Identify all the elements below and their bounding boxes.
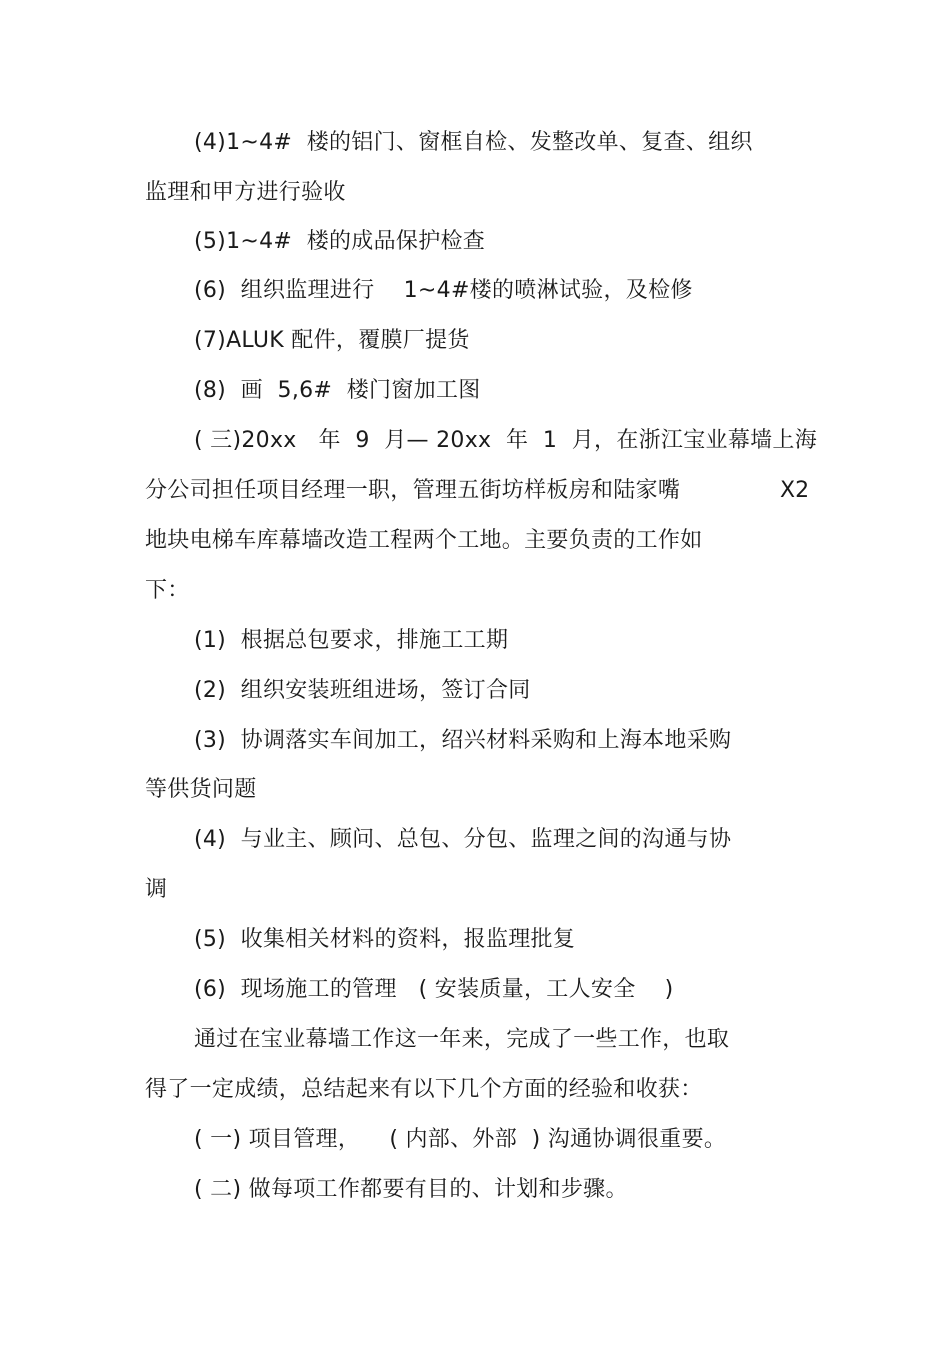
text-line-9: 地块电梯车库幕墙改造工程两个工地。主要负责的工作如 — [145, 528, 703, 553]
text-line-12: (2) 组织安装班组进场，签订合同 — [194, 678, 531, 703]
text-line-3: (5)1~4# 楼的成品保护检查 — [194, 229, 486, 254]
text-line-10: 下： — [145, 578, 190, 603]
text-line-7: ( 三)20xx 年 9 月— 20xx 年 1 月，在浙江宝业幕墙上海 — [194, 428, 818, 453]
text-line-11: (1) 根据总包要求，排施工工期 — [194, 628, 509, 653]
text-line-13: (3) 协调落实车间加工，绍兴材料采购和上海本地采购 — [194, 728, 732, 753]
text-line-19: 通过在宝业幕墙工作这一年来，完成了一些工作，也取 — [194, 1027, 730, 1052]
text-line-21: ( 一) 项目管理， ( 内部、外部 ) 沟通协调很重要。 — [194, 1127, 727, 1152]
text-line-2: 监理和甲方进行验收 — [145, 180, 346, 205]
text-line-20: 得了一定成绩，总结起来有以下几个方面的经验和收获： — [145, 1077, 703, 1102]
side-note: X2 — [780, 478, 810, 503]
text-line-4: (6) 组织监理进行 1~4#楼的喷淋试验，及检修 — [194, 278, 693, 303]
text-line-1: (4)1~4# 楼的铝门、窗框自检、发整改单、复查、组织 — [194, 130, 753, 155]
text-line-8: 分公司担任项目经理一职，管理五街坊样板房和陆家嘴 — [145, 478, 681, 503]
text-line-5: (7)ALUK 配件，覆膜厂提货 — [194, 328, 470, 353]
text-line-16: 调 — [145, 877, 168, 902]
text-line-17: (5) 收集相关材料的资料，报监理批复 — [194, 927, 576, 952]
text-line-6: (8) 画 5,6# 楼门窗加工图 — [194, 378, 481, 403]
text-line-18: (6) 现场施工的管理 ( 安装质量，工人安全 ) — [194, 977, 674, 1002]
text-line-22: ( 二) 做每项工作都要有目的、计划和步骤。 — [194, 1177, 628, 1202]
text-line-14: 等供货问题 — [145, 777, 257, 802]
text-line-15: (4) 与业主、顾问、总包、分包、监理之间的沟通与协 — [194, 827, 732, 852]
